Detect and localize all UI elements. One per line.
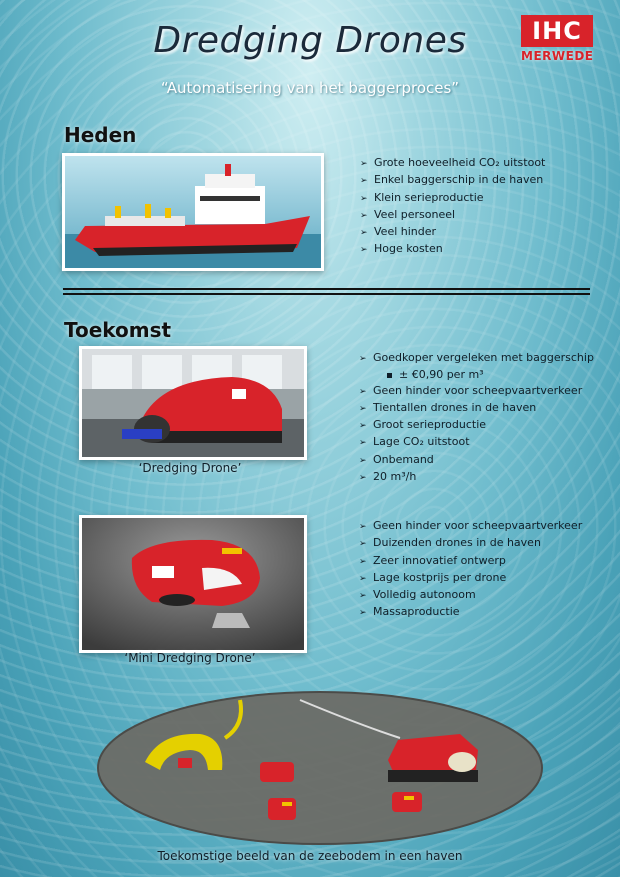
arrow-bullet-icon: ➢	[359, 539, 367, 550]
heading-heden: Heden	[64, 123, 137, 147]
logo-wordmark: MERWEDE	[521, 49, 594, 63]
square-bullet-icon	[387, 373, 392, 378]
seabed-caption: Toekomstige beeld van de zeebodem in een haven	[157, 849, 463, 863]
drone-bullet-list	[359, 350, 594, 486]
list-item: ➢ Geen hinder voor scheepvaartverkeer	[359, 383, 594, 400]
arrow-bullet-icon: ➢	[359, 403, 367, 414]
arrow-bullet-icon: ➢	[359, 522, 367, 532]
arrow-bullet-icon: ➢	[360, 176, 368, 187]
dredging-ship-image	[62, 153, 324, 271]
arrow-bullet-icon: ➢	[359, 421, 367, 432]
dredging-drone-caption: ‘Dredging Drone’	[138, 461, 242, 475]
arrow-bullet-icon: ➢	[359, 573, 367, 584]
page-subtitle: “Automatisering van het baggerproces”	[160, 79, 460, 97]
mini-dredging-drone-caption: ‘Mini Dredging Drone’	[124, 651, 256, 665]
heden-bullet-list	[360, 155, 545, 259]
arrow-bullet-icon: ➢	[360, 210, 368, 221]
list-item: ➢ Volledig autonoom	[359, 587, 582, 604]
list-item: ➢ Grote hoeveelheid CO₂ uitstoot	[360, 155, 545, 172]
divider-bottom	[63, 293, 590, 295]
list-item: ➢ Veel hinder	[360, 224, 545, 241]
list-item: ➢ Geen hinder voor scheepvaartverkeer	[359, 518, 582, 535]
list-item: ➢ Veel personeel	[360, 207, 545, 224]
seabed-scene	[0, 680, 620, 850]
mini-dredging-drone-image	[79, 515, 307, 653]
arrow-bullet-icon: ➢	[360, 245, 368, 256]
mini-drone-bullet-list	[359, 518, 582, 622]
list-item: ➢ Goedkoper vergeleken met baggerschip	[359, 350, 594, 367]
dredging-drone-image	[79, 346, 307, 460]
list-item: ➢ Zeer innovatief ontwerp	[359, 553, 582, 570]
heading-toekomst: Toekomst	[64, 318, 172, 342]
divider-top	[63, 288, 590, 290]
logo-mark: IHC	[521, 15, 593, 47]
list-item: ➢ Massaproductie	[359, 604, 582, 621]
arrow-bullet-icon: ➢	[359, 591, 367, 602]
list-item: ➢ Enkel baggerschip in de haven	[360, 172, 545, 189]
arrow-bullet-icon: ➢	[359, 608, 367, 619]
arrow-bullet-icon: ➢	[360, 193, 368, 204]
arrow-bullet-icon: ➢	[359, 473, 367, 484]
arrow-bullet-icon: ➢	[359, 438, 367, 449]
ihc-merwede-logo	[521, 15, 593, 63]
arrow-bullet-icon: ➢	[359, 354, 367, 364]
list-item: ➢ Lage kostprijs per drone	[359, 570, 582, 587]
list-item: ➢ Hoge kosten	[360, 241, 545, 258]
arrow-bullet-icon: ➢	[359, 386, 367, 397]
ship-illustration	[65, 156, 321, 268]
arrow-bullet-icon: ➢	[360, 159, 368, 169]
list-item: ➢ Lage CO₂ uitstoot	[359, 434, 594, 451]
list-item: ➢ Tientallen drones in de haven	[359, 400, 594, 417]
arrow-bullet-icon: ➢	[360, 228, 368, 239]
arrow-bullet-icon: ➢	[359, 455, 367, 466]
list-item: ➢ Duizenden drones in de haven	[359, 535, 582, 552]
sub-list-item: ± €0,90 per m³	[359, 367, 594, 382]
page-title: Dredging Drones	[153, 20, 467, 61]
list-item: ➢ 20 m³/h	[359, 469, 594, 486]
arrow-bullet-icon: ➢	[359, 556, 367, 567]
list-item: ➢ Onbemand	[359, 452, 594, 469]
mini-drone-illustration	[82, 518, 304, 650]
list-item: ➢ Klein serieproductie	[360, 190, 545, 207]
list-item: ➢ Groot serieproductie	[359, 417, 594, 434]
drone-illustration	[82, 349, 304, 457]
